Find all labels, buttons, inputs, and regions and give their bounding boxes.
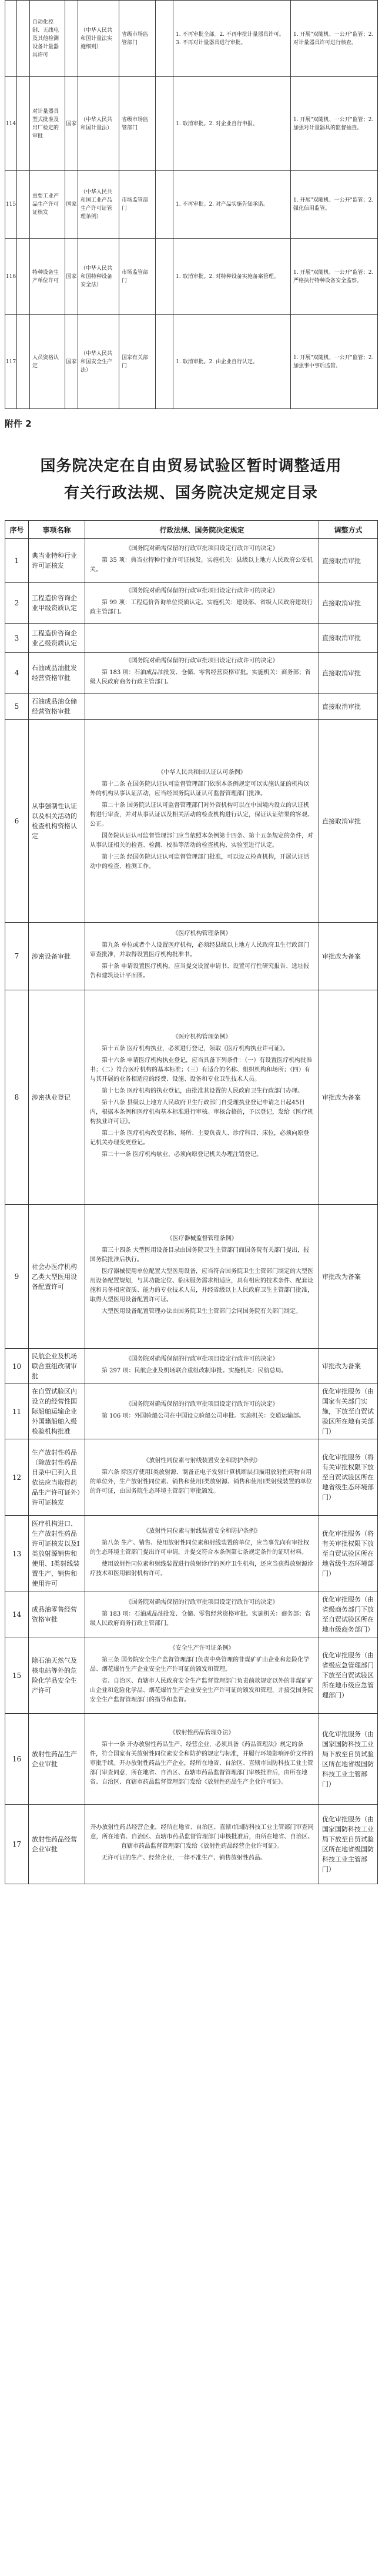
adjust-cell xyxy=(319,694,378,720)
provision-text xyxy=(85,1396,319,1427)
provision-paragraph: 《国务院对确需保留的行政审批项目设定行政许可的决定》 xyxy=(125,1355,279,1362)
seq-cell xyxy=(5,1516,29,1592)
seq-number: 7 xyxy=(14,952,19,960)
previous-attachment-table xyxy=(5,0,378,409)
item-name: 工程造价咨询企业甲级资质认定 xyxy=(32,594,77,612)
provision-paragraph: 省、自治区、直辖市人民政府安全生产监督管理部门负责前款规定以外的非煤矿矿山企业和危险化学品、烟花爆竹生产企业安全生产许可证的颁发和管理，并接受国务院安全生产监督管理部门的指导和监督。 xyxy=(90,1677,313,1703)
adjust-method: 审批改为备案 xyxy=(322,1272,361,1281)
table-row xyxy=(5,583,378,624)
adjust-cell xyxy=(319,653,378,694)
document-title-line-2: 有关行政法规、国务院决定规定目录 xyxy=(63,484,318,502)
seq-cell xyxy=(5,624,29,653)
table-row xyxy=(5,1349,378,1384)
provision-cell xyxy=(85,539,319,583)
law-cell-text: （中华人民共和国特种设备安全法） xyxy=(81,265,113,288)
item-name-cell xyxy=(30,315,65,409)
adjust-method: 直接取消审批 xyxy=(322,702,361,711)
adjust-method: 直接取消审批 xyxy=(322,599,361,607)
provision-paragraph: 《国务院对确需保留的行政审批项目设定行政许可的决定》 xyxy=(125,658,279,664)
adjust-method: 优化审批服务（将有关审批权限下放至自贸试验区所在地省级生态环境部门） xyxy=(322,1453,374,1501)
table-row xyxy=(5,923,378,990)
seq-cell xyxy=(5,1,17,77)
adjust-method: 直接取消审批 xyxy=(322,557,361,565)
item-name: 成品油零售经营资格审批 xyxy=(32,1606,77,1623)
item-name-cell-text: 对计量器具型式批准及出厂检定的审批 xyxy=(32,108,59,139)
seq-number: 15 xyxy=(12,1671,22,1680)
level-cell-text: 国家 xyxy=(66,120,77,127)
top-table-row xyxy=(5,315,378,409)
table-row xyxy=(5,1516,378,1592)
after-cell xyxy=(291,1,378,77)
dept-cell-text: 市场监管部门 xyxy=(122,269,149,284)
provision-paragraph: 医疗器械使用单位配置大型医用设备，应当符合国务院卫生主管部门制定的大型医用设备配置规划，与其功能定位、临床服务需求相适应，具有相应的技术条件、配套设施和具备相应资质、能力的专业技术人员，并经省级以上人民政府卫生主管部门批准，取得大型医用设备配置许可证。 xyxy=(90,1268,313,1303)
provision-paragraph: 《放射性同位素与射线装置安全和防护条例》 xyxy=(143,1457,261,1464)
seq-cell xyxy=(5,1439,29,1516)
item-cell xyxy=(29,1592,85,1637)
header-provision: 行政法规、国务院决定规定 xyxy=(85,521,319,539)
level-cell xyxy=(65,239,78,315)
provision-paragraph: 第十三条 经国务院认证认可监督管理部门批准，可以设立检查机构，开展认证活动中的检查、检测工作。 xyxy=(90,854,310,870)
item-name-cell-text: 自动化控制、无线电及其他检测设备计量器具许可 xyxy=(32,19,59,58)
item-name-cell xyxy=(30,171,65,239)
provision-paragraph: 第 297 项：民航企业及机场联合重组改制审批。实施机关：民航总局。 xyxy=(102,1367,287,1374)
provision-cell xyxy=(85,1805,319,1884)
provision-cell xyxy=(85,1714,319,1805)
item-name: 社会办医疗机构乙类大型医用设备配置许可 xyxy=(32,1262,77,1291)
after-cell-text: 1. 开展"双随机、一公开"监管；2. 加强对计量器具的监督抽查。 xyxy=(293,116,374,131)
item-name: 在自贸试验区内设立的经营性国际船舶运输企业外国籍船舶入级检验机构批准 xyxy=(32,1388,77,1435)
law-cell-text: （中华人民共和国工业产品生产许可证管理条例） xyxy=(81,189,113,220)
provision-text xyxy=(85,1231,319,1322)
measures-cell xyxy=(173,239,291,315)
seq-number: 10 xyxy=(12,1362,22,1371)
adjust-method: 优化审批服务（由国家国防科技工业局下放至自贸试验区所在地省级国防科技工业主管部门） xyxy=(322,1730,374,1788)
provision-paragraph: 第二十一条 医疗机构歇业，必须向原登记机关办理注销登记。 xyxy=(102,1151,263,1158)
provision-cell xyxy=(85,653,319,694)
item-cell xyxy=(29,653,85,694)
item-cell xyxy=(29,1349,85,1384)
provision-paragraph: 第八条 生产、销售、使用放射性同位素和射线装置的单位，应当事先向有审批权的生态环境主管部门提出许可申请，并提交符合本条例第七条规定条件的证明材料。 xyxy=(90,1539,310,1556)
item-name: 除石油天然气及核电站等外的危险化学品安全生产许可 xyxy=(32,1656,77,1694)
checkbox-cell xyxy=(156,77,173,171)
provision-paragraph: 《放射性同位素与射线装置安全和防护条例》 xyxy=(143,1527,261,1535)
item-cell xyxy=(29,1384,85,1439)
provision-paragraph: 第 183 项：石油成品油批发、仓储、零售经营资格审批。实施机关：商务部；省级人民政府商务行政主管部门。 xyxy=(90,1611,311,1627)
dept-cell xyxy=(119,171,156,239)
item-cell xyxy=(29,694,85,720)
seq-cell xyxy=(5,583,29,624)
item-name: 放射性药品生产企业审批 xyxy=(32,1750,77,1768)
provision-paragraph: 《医疗器械监督管理条例》 xyxy=(166,1235,237,1242)
seq-cell xyxy=(5,694,29,720)
item-cell xyxy=(29,539,85,583)
seq-number: 9 xyxy=(14,1272,19,1281)
adjust-cell xyxy=(319,1714,378,1805)
item-name-cell xyxy=(30,1,65,77)
checkbox-cell xyxy=(156,315,173,409)
provision-paragraph: 第十八条 县级以上地方人民政府卫生行政部门自受理执业登记申请之日起45日内，根据本条例和医疗机构基本标准进行审核。审核合格的，予以登记，发给《医疗机构执业许可证》。 xyxy=(90,1100,313,1125)
item-name: 石油成品油仓储经营资格审批 xyxy=(32,698,77,715)
item-no-cell xyxy=(17,315,30,409)
after-cell xyxy=(291,315,378,409)
dept-cell xyxy=(119,1,156,77)
adjust-cell xyxy=(319,1592,378,1637)
item-cell xyxy=(29,1805,85,1884)
document-title-line-1: 国务院决定在自由贸易试验区暂时调整适用 xyxy=(40,457,342,475)
table-row xyxy=(5,1592,378,1637)
after-cell xyxy=(291,77,378,171)
provision-paragraph: 《中华人民共和国认证认可条例》 xyxy=(158,769,246,776)
adjust-cell xyxy=(319,1384,378,1439)
adjust-cell xyxy=(319,1349,378,1384)
item-cell xyxy=(29,583,85,624)
table-row xyxy=(5,1714,378,1805)
top-table-row xyxy=(5,77,378,171)
adjust-method: 优化审批服务（由国家国防科技工业局下放至自贸试验区所在地省级国防科技工业主管部门） xyxy=(322,1815,374,1873)
provision-text xyxy=(85,1351,319,1382)
seq-number: 2 xyxy=(14,599,19,607)
item-cell xyxy=(29,1205,85,1349)
seq-cell xyxy=(5,77,17,171)
provision-cell xyxy=(85,1637,319,1714)
provision-paragraph: 《安全生产许可证条例》 xyxy=(169,1644,234,1652)
provision-paragraph: 第二十条 国务院认证认可监督管理部门对外资机构可以在中国境内设立的认证机构进行审查，并对从事认证以及相关活动的检查机构进行认定，保证认证结果的客观、公正。 xyxy=(90,802,313,828)
checkbox-cell xyxy=(156,171,173,239)
law-cell xyxy=(78,315,119,409)
provision-text xyxy=(85,1523,319,1585)
level-cell-text: 国家 xyxy=(66,202,77,207)
provision-paragraph: 第十二条 在国务院认证认可监督管理部门依照本条例规定可以实施认证的机构以外的机构从事认证活动，应当经国务院认证认可监督管理部门批准。 xyxy=(90,781,310,797)
table-row xyxy=(5,1439,378,1516)
adjust-method: 审批改为备案 xyxy=(322,952,361,960)
provision-cell xyxy=(85,1349,319,1384)
item-name: 石油成品油批发经营资格审批 xyxy=(32,664,77,682)
checkbox-cell xyxy=(156,1,173,77)
seq-cell xyxy=(5,239,17,315)
after-cell-text: 1. 开展"双随机、一公开"监管；2. 严格执行特种设备安全监察。 xyxy=(293,269,374,284)
provision-paragraph: 《国务院对确需保留的行政审批项目设定行政许可的决定》 xyxy=(125,1401,279,1408)
table-row xyxy=(5,653,378,694)
item-name-cell-text: 特种设备生产单位许可 xyxy=(32,269,59,284)
dept-cell-text: 国家有关部门 xyxy=(122,354,149,369)
item-no-cell xyxy=(17,171,30,239)
provision-paragraph: 国务院认证认可监督管理部门应当依照本条例第十四条、第十五条规定的条件，对从事认证相关的检查、检测、校准等活动的检查机构、实验室进行认定。 xyxy=(90,833,313,849)
provision-text xyxy=(85,926,319,987)
top-table-row xyxy=(5,171,378,239)
provision-paragraph: 第 99 项：工程造价咨询单位资质认定。实施机关：建设部、省级人民政府建设行政主管部门。 xyxy=(90,599,313,615)
top-table-row xyxy=(5,1,378,77)
item-cell xyxy=(29,1714,85,1805)
seq-cell-text: 116 xyxy=(5,273,16,280)
provision-cell xyxy=(85,583,319,624)
item-name-cell xyxy=(30,77,65,171)
provision-text xyxy=(85,1640,319,1711)
table-header-row xyxy=(5,521,378,539)
item-name-cell-text: 人员资格认定 xyxy=(32,354,59,369)
item-cell xyxy=(29,1439,85,1516)
law-cell xyxy=(78,1,119,77)
provision-paragraph: 大型医用设备配置管理办法由国务院卫生主管部门会同国务院有关部门制定。 xyxy=(102,1308,301,1315)
level-cell-text: 国家 xyxy=(66,359,77,365)
provision-paragraph: 第二十条 医疗机构改变名称、场所、主要负责人、诊疗科目、床位，必须向原登记机关办理变更登记。 xyxy=(90,1130,310,1146)
provision-text xyxy=(85,1453,319,1502)
item-cell xyxy=(29,624,85,653)
provision-text xyxy=(85,703,319,710)
item-no-cell xyxy=(17,77,30,171)
seq-cell xyxy=(5,653,29,694)
provision-text xyxy=(85,1029,319,1165)
item-name: 典当业特种行业许可证核发 xyxy=(32,552,77,570)
dept-cell xyxy=(119,315,156,409)
provision-cell xyxy=(85,1439,319,1516)
adjust-cell xyxy=(319,923,378,990)
provision-paragraph: 第十六条 申请医疗机构执业登记，应当具备下列条件：（一）有设置医疗机构批准书；（二）符合医疗机构的基本标准；（三）有适合的名称、组织机构和场所；（四）有与其开展的业务相适应的经费、设施、设备和专业卫生技术人员。 xyxy=(90,1057,313,1083)
provision-paragraph: 《国务院对确需保留的行政审批项目设定行政许可的决定》 xyxy=(125,1599,279,1606)
seq-cell xyxy=(5,1714,29,1805)
adjust-cell xyxy=(319,990,378,1205)
table-row xyxy=(5,1205,378,1349)
provision-paragraph: 第三十四条 大型医用设备目录由国务院卫生主管部门商国务院有关部门提出，报国务院批准后执行。 xyxy=(90,1247,310,1263)
measures-cell xyxy=(173,77,291,171)
item-name-cell xyxy=(30,239,65,315)
measures-cell xyxy=(173,315,291,409)
provision-paragraph: 第六条 除医疗使用Ⅰ类放射源、制备正电子发射计算机断层扫描用放射性药物自用的单位外，生产放射性同位素、销售和使用Ⅰ类放射源、销售和使用Ⅰ类射线装置的单位的许可证，由国务院生态环境主管部门审批颁发。 xyxy=(90,1469,312,1495)
provision-cell xyxy=(85,694,319,720)
after-cell xyxy=(291,171,378,239)
law-cell-text: （中华人民共和国安全生产法） xyxy=(81,350,113,373)
provision-text xyxy=(85,541,319,581)
level-cell xyxy=(65,315,78,409)
item-name: 放射性药品经营企业审批 xyxy=(32,1835,77,1853)
measures-cell xyxy=(173,1,291,77)
after-cell xyxy=(291,239,378,315)
adjust-cell xyxy=(319,624,378,653)
measures-cell-text: 1. 不再审批。2. 对产品实施告知承诺。 xyxy=(176,202,269,207)
table-row xyxy=(5,990,378,1205)
checkbox-cell xyxy=(156,239,173,315)
adjust-method: 优化审批服务（将有关审批权限下放至自贸试验区所在地省级生态环境部门） xyxy=(322,1530,374,1577)
seq-number: 16 xyxy=(12,1755,22,1763)
law-cell xyxy=(78,171,119,239)
adjust-cell xyxy=(319,1205,378,1349)
dept-cell-text: 省级市场监管部门 xyxy=(122,116,149,131)
seq-cell xyxy=(5,1637,29,1714)
provision-paragraph: 第十一条 开办放射性药品生产、经营企业，必须具备《药品管理法》规定的条件，符合国家有关放射性同位素安全和防护的规定与标准，并履行环境影响评价文件的审批手续。开办放射性药品生产企业，经所在地省、自治区、直辖市国防科技工业主管部门审查同意，所在地省、自治区、直辖市药品监督管理部门审核批准后，由所在地省、自治区、直辖市药品监督管理部门发给《放射性药品生产企业许可证》。 xyxy=(90,1741,313,1786)
provision-paragraph: 使用放射性同位素和射线装置进行放射诊疗的医疗卫生机构，还应当获得放射源诊疗技术和医用辐射机构许可。 xyxy=(90,1560,313,1577)
header-seq: 序号 xyxy=(5,521,29,539)
measures-cell-text: 1. 取消审批。2. 对特种设备实施备案管理。 xyxy=(176,273,279,280)
measures-cell-text: 1. 取消审批。2. 由企业自行认定。 xyxy=(176,359,258,365)
seq-cell-text: 117 xyxy=(5,359,16,365)
seq-cell xyxy=(5,1592,29,1637)
seq-cell-text: 114 xyxy=(5,120,16,127)
item-name: 涉密执业登记 xyxy=(32,1093,71,1101)
item-cell xyxy=(29,990,85,1205)
adjust-cell xyxy=(319,1516,378,1592)
level-cell xyxy=(65,171,78,239)
adjust-cell xyxy=(319,539,378,583)
seq-number: 6 xyxy=(14,817,19,825)
seq-cell xyxy=(5,990,29,1205)
provision-cell xyxy=(85,990,319,1205)
provision-paragraph: 《医疗机构管理条例》 xyxy=(172,930,232,937)
provision-cell xyxy=(85,624,319,653)
header-adjust: 调整方式 xyxy=(319,521,378,539)
provision-paragraph: 《国务院对确需保留的行政审批项目设定行政许可的决定》 xyxy=(125,588,279,594)
provision-paragraph: 第三条 国务院安全生产监督管理部门负责中央管理的非煤矿矿山企业和危险化学品、烟花爆竹生产企业安全生产许可证的颁发和管理。 xyxy=(90,1656,310,1673)
adjust-method: 直接取消审批 xyxy=(322,669,361,677)
seq-number: 5 xyxy=(14,702,19,711)
seq-cell xyxy=(5,539,29,583)
provision-paragraph: 无许可证的生产、经营企业，一律不准生产、销售放射性药品。 xyxy=(102,1855,266,1861)
item-name: 生产放射性药品（除放射性药品目录中已列入且依法应当取得药品生产许可证外）许可证核发 xyxy=(32,1448,81,1506)
seq-number: 3 xyxy=(14,634,19,642)
seq-cell xyxy=(5,923,29,990)
table-row xyxy=(5,1805,378,1884)
provision-text xyxy=(85,1725,319,1793)
adjust-cell xyxy=(319,720,378,923)
level-cell xyxy=(65,1,78,77)
level-cell-text: 国家 xyxy=(66,273,77,280)
item-cell xyxy=(29,1637,85,1714)
seq-cell xyxy=(5,1805,29,1884)
item-cell xyxy=(29,1516,85,1592)
table-row xyxy=(5,539,378,583)
adjust-cell xyxy=(319,1439,378,1516)
provision-text xyxy=(85,1594,319,1634)
measures-cell-text: 1. 不再审批全部。2. 不再审批计量器具许可。3. 不再对计量器具进行审批。 xyxy=(176,31,284,46)
law-cell-text: （中华人民共和国计量法） xyxy=(81,116,113,131)
item-name: 医疗机构进口、生产放射性药品许可证核发以及Ⅰ类放射源销售和使用、Ⅰ类射线装置生产、销售和使用许可 xyxy=(32,1520,80,1587)
item-no-cell xyxy=(17,1,30,77)
seq-cell-text: 115 xyxy=(5,202,16,207)
dept-cell-text: 省级市场监管部门 xyxy=(122,31,149,46)
table-row xyxy=(5,694,378,720)
seq-number: 1 xyxy=(14,557,19,565)
header-item: 事项名称 xyxy=(29,521,85,539)
item-name-cell-text: 重要工业产品生产许可证核发 xyxy=(32,193,59,216)
seq-number: 17 xyxy=(12,1840,22,1848)
provision-paragraph: 第十七条 医疗机构的执业登记，由批准其设置的人民政府卫生行政部门办理。 xyxy=(102,1088,304,1094)
adjust-method: 直接取消审批 xyxy=(322,634,361,642)
table-row xyxy=(5,624,378,653)
measures-cell-text: 1. 取消审批。2. 对企业自行申报。 xyxy=(176,120,258,127)
provision-paragraph: 第 106 项：外国验船公司在中国设立验船公司审批。实施机关：交通运输部。 xyxy=(102,1412,305,1419)
table-row xyxy=(5,720,378,923)
item-name: 工程造价咨询企业乙级资质认定 xyxy=(32,629,77,647)
item-name: 涉密设备审批 xyxy=(32,952,71,960)
seq-number: 14 xyxy=(12,1610,22,1619)
provision-paragraph: 第 183 项：石油成品油批发、仓储、零售经营资格审批。实施机关：商务部；省级人民政府商务行政主管部门。 xyxy=(90,669,311,685)
table-row xyxy=(5,1637,378,1714)
provision-cell xyxy=(85,1592,319,1637)
item-name: 从事强制性认证以及相关活动的检查机构资格认定 xyxy=(32,802,77,840)
adjust-method: 审批改为备案 xyxy=(322,1362,361,1370)
provision-cell xyxy=(85,1384,319,1439)
law-cell-text: （中华人民共和国计量法实施细则） xyxy=(81,27,113,50)
provision-text xyxy=(85,653,319,693)
adjust-method: 优化审批服务（由省级商务部门下放至自贸试验区所在地市级商务部门） xyxy=(322,1596,374,1633)
law-cell xyxy=(78,239,119,315)
provision-text xyxy=(85,765,319,877)
dept-cell xyxy=(119,239,156,315)
seq-cell xyxy=(5,171,17,239)
after-cell-text: 1. 开展"双随机、一公开"监管；2. 强化信用监管。 xyxy=(293,197,374,212)
provision-text xyxy=(85,583,319,623)
provision-cell xyxy=(85,720,319,923)
provision-paragraph: 《放射性药品管理办法》 xyxy=(169,1730,234,1736)
provision-paragraph: 第十条 申请设置医疗机构，应当提交设置申请书、设置可行性研究报告、选址报告和建筑设计平面图。 xyxy=(90,963,310,979)
adjust-method: 优化审批服务（由省级应急管理部门下放至自贸试验区所在地市级应急管理部门） xyxy=(322,1652,374,1699)
seq-cell xyxy=(5,1384,29,1439)
adjust-cell xyxy=(319,1805,378,1884)
table-row xyxy=(5,1384,378,1439)
provision-paragraph: 开办放射性药品经营企业，经所在地省、自治区、直辖市国防科技工业主管部门审查同意，所在地省、自治区、直辖市药品监督管理部门审核批准后，由所在地省、自治区、直辖市药品监督管理部门发给《放射性药品经营企业许可证》。 xyxy=(90,1824,314,1850)
seq-number: 13 xyxy=(12,1549,22,1558)
provision-paragraph: 第九条 单位或者个人设置医疗机构，必须经县级以上地方人民政府卫生行政部门审查批准，并取得设置医疗机构批准书。 xyxy=(90,942,310,958)
seq-number: 4 xyxy=(14,669,19,677)
after-cell-text: 1. 开展"双随机、一公开"监管；2. 对计量器具许可进行核查。 xyxy=(293,31,374,46)
item-no-cell xyxy=(17,239,30,315)
adjust-method: 优化审批服务（由国家有关部门实施，下放至自贸试验区所在地有关部门） xyxy=(322,1388,374,1435)
adjust-cell xyxy=(319,1637,378,1714)
seq-cell xyxy=(5,720,29,923)
level-cell xyxy=(65,77,78,171)
provision-paragraph: 《国务院对确需保留的行政审批项目设定行政许可的决定》 xyxy=(125,545,279,552)
item-cell xyxy=(29,720,85,923)
adjustment-catalog-table xyxy=(5,520,378,1884)
provision-paragraph: 第十五条 医疗机构执业，必须进行登记，领取《医疗机构执业许可证》。 xyxy=(102,1046,289,1052)
dept-cell-text: 市场监管部门 xyxy=(122,197,149,212)
measures-cell xyxy=(173,171,291,239)
seq-cell xyxy=(5,1205,29,1349)
provision-cell xyxy=(85,923,319,990)
seq-number: 8 xyxy=(14,1093,19,1101)
top-table-row xyxy=(5,239,378,315)
item-name: 民航企业及机场联合重组改制审批 xyxy=(32,1352,77,1380)
provision-paragraph: 《医疗机构管理条例》 xyxy=(172,1034,232,1040)
seq-number: 12 xyxy=(12,1473,22,1482)
adjust-cell xyxy=(319,583,378,624)
seq-cell xyxy=(5,1349,29,1384)
seq-cell xyxy=(5,315,17,409)
provision-paragraph: 第 35 项：典当业特种行业许可证核发。实施机关：县级以上地方人民政府公安机关。 xyxy=(90,557,313,573)
provision-text xyxy=(85,635,319,642)
dept-cell xyxy=(119,77,156,171)
seq-number: 11 xyxy=(12,1407,22,1416)
provision-cell xyxy=(85,1205,319,1349)
provision-text xyxy=(85,1820,319,1869)
after-cell-text: 1. 开展"双随机、一公开"监管；2. 加强事中事后监管。 xyxy=(293,354,374,369)
law-cell xyxy=(78,77,119,171)
provision-cell xyxy=(85,1516,319,1592)
item-cell xyxy=(29,923,85,990)
attachment-label: 附件 2 xyxy=(5,418,32,429)
adjust-method: 审批改为备案 xyxy=(322,1093,361,1101)
adjust-method: 直接取消审批 xyxy=(322,817,361,825)
